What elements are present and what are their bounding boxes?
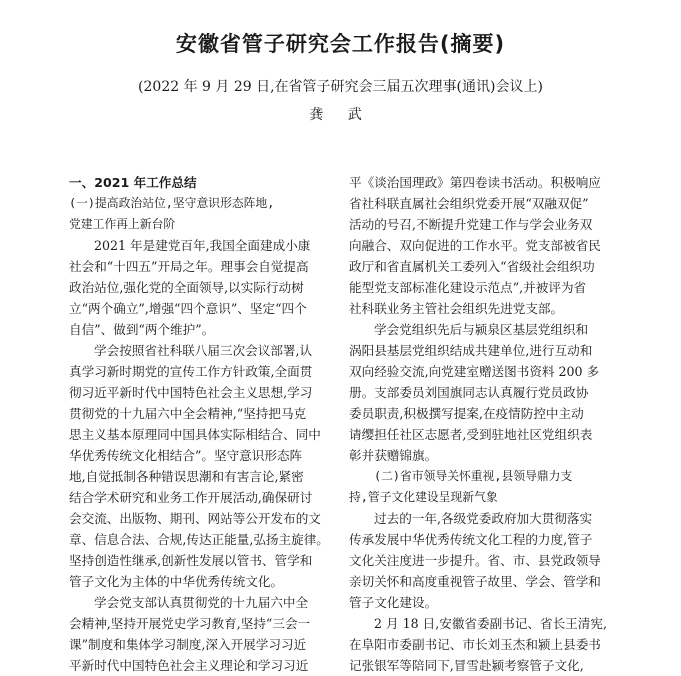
paragraph-line: 社科联业务主管社会组织先进党支部。	[349, 301, 564, 316]
left-text-column	[69, 172, 339, 676]
paragraph-line: 会交流、出版物、期刊、网站等公开发布的文	[69, 511, 321, 526]
paragraph-line: 课”制度和集体学习制度,深入开展学习习近	[69, 637, 307, 652]
right-text-column	[349, 172, 619, 676]
paragraph-line: 学会党组织先后与颍泉区基层党组织和	[374, 322, 589, 337]
paragraph-line: 思主义基本原理同中国具体实际相结合、同中	[69, 427, 321, 442]
paragraph-line: 华优秀传统文化相结合”。坚守意识形态阵	[69, 448, 303, 463]
paragraph-line: 自信”、做到“两个维护”。	[69, 322, 215, 337]
paragraph-line: 平《谈治国理政》第四卷读书活动。积极响应	[349, 175, 601, 190]
subsection-heading-line: 党建工作再上新台阶	[69, 217, 176, 231]
paragraph-line: 政厅和省直属机关工委列入“省级社会组织功	[349, 259, 595, 274]
paragraph-line: 坚持创造性继承,创新性发展以管书、管学和	[69, 553, 313, 568]
paragraph-line: 彰并获赠锦旗。	[349, 448, 438, 463]
paragraph-line: 能型党支部标准化建设示范点”,并被评为省	[349, 280, 587, 295]
paragraph-line: 社会和“十四五”开局之年。理事会自觉提高	[69, 259, 309, 274]
paragraph-line: 请缨担任社区志愿者,受到驻地社区党组织表	[349, 427, 593, 442]
subsection-heading-line: 持,管子文化建设呈现新气象	[349, 490, 498, 504]
section-heading: 一、2021 年工作总结	[69, 175, 197, 190]
paragraph-line: 委员职责,积极撰写提案,在疫情防控中主动	[349, 406, 584, 421]
paragraph-line: 立“两个确立”,增强“四个意识”、坚定“四个	[69, 301, 307, 316]
paragraph-line: 政治站位,强化党的全面领导,以实际行动树	[69, 280, 304, 295]
report-title: 安徽省管子研究会工作报告(摘要)	[175, 32, 506, 56]
paragraph-line: 学会按照省社科联八届三次会议部署,认	[94, 343, 313, 358]
report-subtitle: (2022 年 9 月 29 日,在省管子研究会三届五次理事(通讯)会议上)	[138, 79, 543, 95]
report-author: 龚 武	[309, 107, 372, 123]
paragraph-line: 向融合、双向促进的工作水平。党支部被省民	[349, 238, 601, 253]
paragraph-line: 册。支部委员刘国旗同志认真履行党员政协	[349, 385, 589, 400]
paragraph-line: 双向经验交流,向党建室赠送图书资料 200 多	[349, 364, 600, 379]
paragraph-line: 在阜阳市委副书记、市长刘玉杰和颍上县委书	[349, 637, 601, 652]
paragraph-line: 文化关注度进一步提升。省、市、县党政领导	[349, 553, 601, 568]
paragraph-line: 会精神,坚持开展党史学习教育,坚持“三会一	[69, 616, 311, 631]
paragraph-line: 活动的号召,不断提升党建工作与学会业务双	[349, 217, 593, 232]
paragraph-line: 过去的一年,各级党委政府加大贯彻落实	[374, 511, 593, 526]
paragraph-line: 传承发展中华优秀传统文化工程的力度,管子	[349, 532, 593, 547]
paragraph-line: 地,自觉抵制各种错误思潮和有害言论,紧密	[69, 469, 304, 484]
paragraph-line: 平新时代中国特色社会主义理论和学习习近	[69, 658, 309, 673]
paragraph-line: 贯彻党的十九届六中全会精神,“坚持把马克	[69, 406, 307, 421]
paragraph-line: 2 月 18 日,安徽省委副书记、省长王清宪,	[374, 616, 607, 631]
paragraph-line: 省社科联直属社会组织党委开展“双融双促”	[349, 196, 589, 211]
paragraph-line: 管子文化建设。	[349, 595, 438, 610]
paragraph-line: 记张银军等陪同下,冒雪赴颍考察管子文化,	[349, 658, 584, 673]
paragraph-line: 章、信息合法、合规,传达正能量,弘扬主旋律。	[69, 532, 329, 547]
paragraph-line: 真学习新时期党的宣传工作方针政策,全面贯	[69, 364, 313, 379]
paragraph-line: 亲切关怀和高度重视管子故里、学会、管学和	[349, 574, 601, 589]
subsection-heading-line: (一)提高政治站位,坚守意识形态阵地,	[69, 196, 275, 210]
paragraph-line: 学会党支部认真贯彻党的十九届六中全	[94, 595, 309, 610]
paragraph-line: 彻习近平新时代中国特色社会主义思想,学习	[69, 385, 313, 400]
subsection-heading-line: (二)省市领导关怀重视,县领导鼎力支	[374, 469, 573, 483]
paragraph-line: 涡阳县基层党组织结成共建单位,进行互动和	[349, 343, 593, 358]
paragraph-line: 2021 年是建党百年,我国全面建成小康	[94, 238, 311, 253]
paragraph-line: 管子文化为主体的中华优秀传统文化。	[69, 574, 284, 589]
paragraph-line: 结合学术研究和业务工作开展活动,确保研讨	[69, 490, 313, 505]
